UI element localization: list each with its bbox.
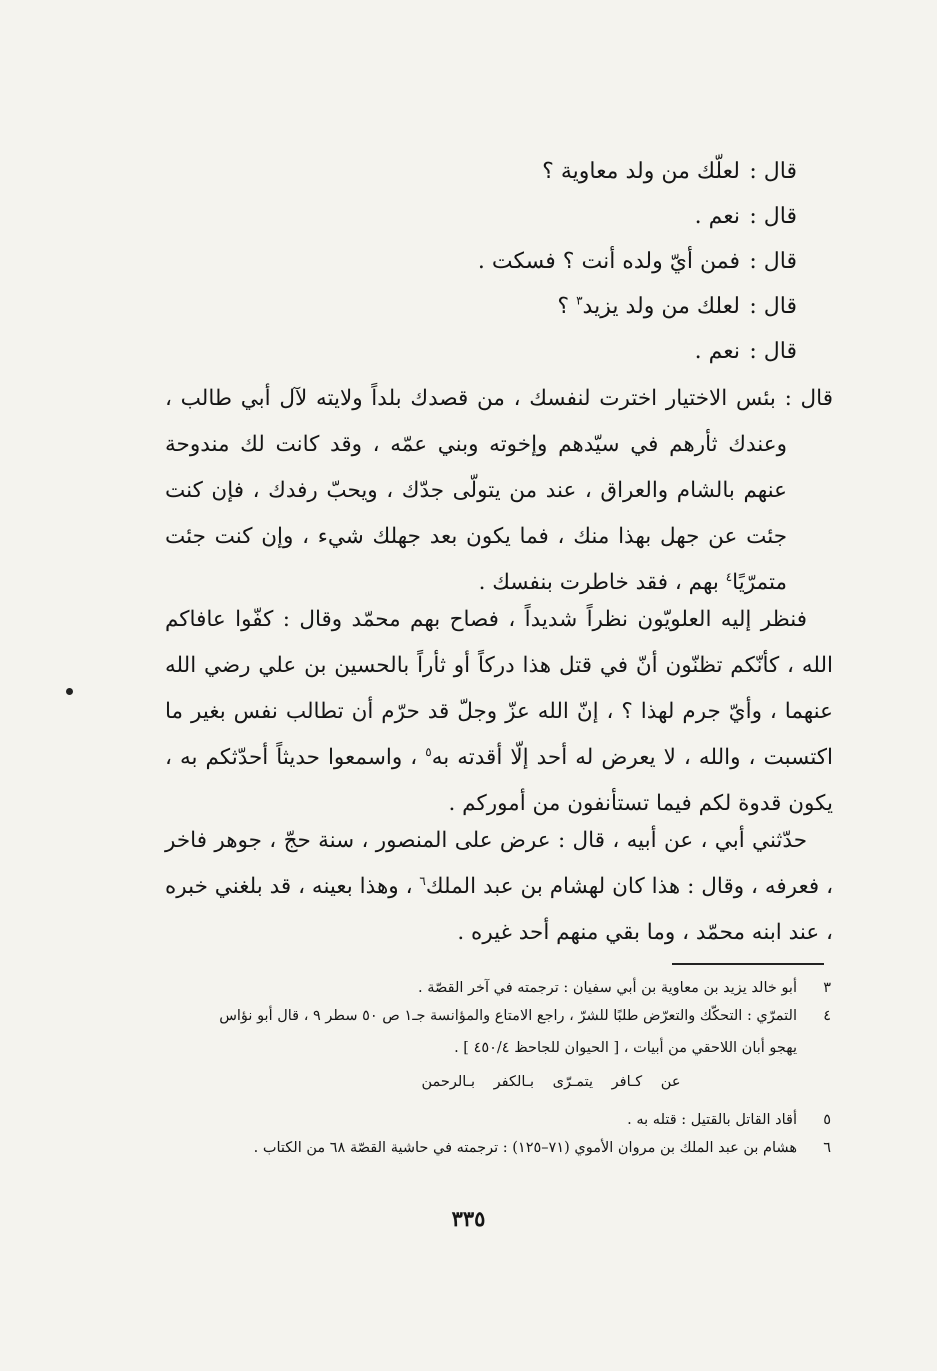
dialogue-line <box>137 242 797 287</box>
dialogue-line <box>137 152 797 197</box>
text-line: فقد خاطرت بنفسك . <box>478 570 669 595</box>
footnotes <box>161 980 831 1168</box>
footnote-number: ٤ <box>823 1008 831 1024</box>
margin-dot <box>66 688 73 695</box>
footnote-number: ٥ <box>823 1112 831 1128</box>
text-line: حدّثني أبي ، عن أبيه ، قال : عرض على المنصور ، سنة حجّ ، جوهر <box>214 828 807 853</box>
footnote <box>161 1008 831 1040</box>
footnote-divider <box>672 963 824 965</box>
paragraph-2 <box>165 597 833 827</box>
footnote-ref: ٤ <box>725 569 733 584</box>
dialogue-line <box>137 197 797 242</box>
footnote-text: هشام بن عبد الملك بن مروان الأموي (٧١–١٢٥) : ترجمته في حاشية القصّة ٦٨ من الكتاب . <box>253 1140 797 1156</box>
text-line: قدوة لكم فيما تستأنفون من أموركم . <box>448 791 782 816</box>
text-line: بهم ، <box>674 570 726 595</box>
dialogue-text: لعلك من ولد يزيد <box>582 294 740 319</box>
speaker-label: قال : <box>749 159 797 184</box>
text-line: طالب ، وعندك ثأرهم في سيّدهم وإخوته وبني عمّه ، وقد كانت لك مندوحة <box>165 386 787 457</box>
dialogue-text: فمن أيّ ولده أنت ؟ فسكت . <box>477 249 740 274</box>
footnote-text: التمرّي : التحكّك والتعرّض طلبًا للشرّ ، راجع الامتاع والمؤانسة جـ١ ص ٥٠ سطر ٩ ، قال أبو نؤاس <box>219 1008 797 1024</box>
text-line: عن جهل بهذا منك ، فما يكون بعد جهلك شيء ، وإن كنت جئت متمرّيًا <box>165 524 787 595</box>
footnote <box>161 1140 831 1168</box>
footnote-text: أقاد القاتل بالقتيل : قتله به . <box>627 1112 797 1128</box>
footnote-ref: ٣ <box>576 293 583 308</box>
text-line: فاخر ، فعرفه ، وقال : هذا كان لهشام بن عبد الملك <box>165 828 834 899</box>
dialogue-line <box>137 287 797 332</box>
speaker-label: قال : <box>749 339 797 364</box>
paragraph-1 <box>165 376 833 606</box>
poem-verse <box>161 1074 831 1112</box>
text-line: عنهم بالشام والعراق ، عند من يتولّى جدّك ، ويحبّ رفدك ، فإن كنت جئت <box>165 478 787 549</box>
footnote-ref: ٦ <box>419 873 426 888</box>
footnote <box>161 1112 831 1140</box>
speaker-label: قال : <box>749 249 797 274</box>
page-number: ٣٣٥ <box>451 1206 486 1231</box>
dialogue-block <box>137 152 797 377</box>
dialogue-text: نعم . <box>694 339 740 364</box>
dialogue-text: نعم . <box>694 204 740 229</box>
dialogue-text-tail: ؟ <box>557 294 577 319</box>
footnote-text: يهجو أبان اللاحقي من أبيات ، [ الحيوان للجاحظ ٤٥٠/٤ ] . <box>454 1040 797 1056</box>
footnote-text: أبو خالد يزيد بن معاوية بن أبي سفيان : ترجمته في آخر القصّة . <box>418 980 797 996</box>
text-line: وأيّ جرم لهذا ؟ ، إنّ الله عزّ وجلّ قد حرّم أن تطالب نفس بغير ما اكتسبت ، <box>165 699 834 770</box>
text-line: الله ، كأنّكم تظنّون أنّ في قتل هذا دركاً أو ثأراً بالحسين بن علي رضي الله عنهما ، <box>165 653 833 724</box>
text-line: بلغني خبره ، عند ابنه محمّد ، وما بقي منهم أحد غيره . <box>165 874 833 945</box>
text-line: والله ، لا يعرض له أحد إلّا أقدته به <box>431 745 741 770</box>
speaker-label: قال : <box>749 294 797 319</box>
footnote-number: ٣ <box>823 980 831 996</box>
paragraph-3 <box>165 818 833 956</box>
dialogue-line <box>137 332 797 377</box>
footnote-ref: ٥ <box>425 744 432 759</box>
footnote-continuation <box>161 1040 831 1074</box>
speaker-label: قال : <box>749 204 797 229</box>
text-line: ، واسمعوا حديثاً أحدّثكم به ، يكون <box>165 745 833 816</box>
text-line: ، وهذا بعينه ، قد <box>269 874 420 899</box>
footnote <box>161 980 831 1008</box>
verse-text: عن كـافر يتمـرّى بـالكفر بـالرحمن <box>421 1074 681 1090</box>
footnote-number: ٦ <box>823 1140 831 1156</box>
dialogue-text: لعلّك من ولد معاوية ؟ <box>542 159 740 184</box>
text-line: فنظر إليه العلويّون نظراً شديداً ، فصاح بهم محمّد وقال : كفّوا عافاكم <box>165 607 807 632</box>
text-line: قال : بئس الاختيار اخترت لنفسك ، من قصدك بلداً ولايته لآل أبي <box>240 386 833 411</box>
